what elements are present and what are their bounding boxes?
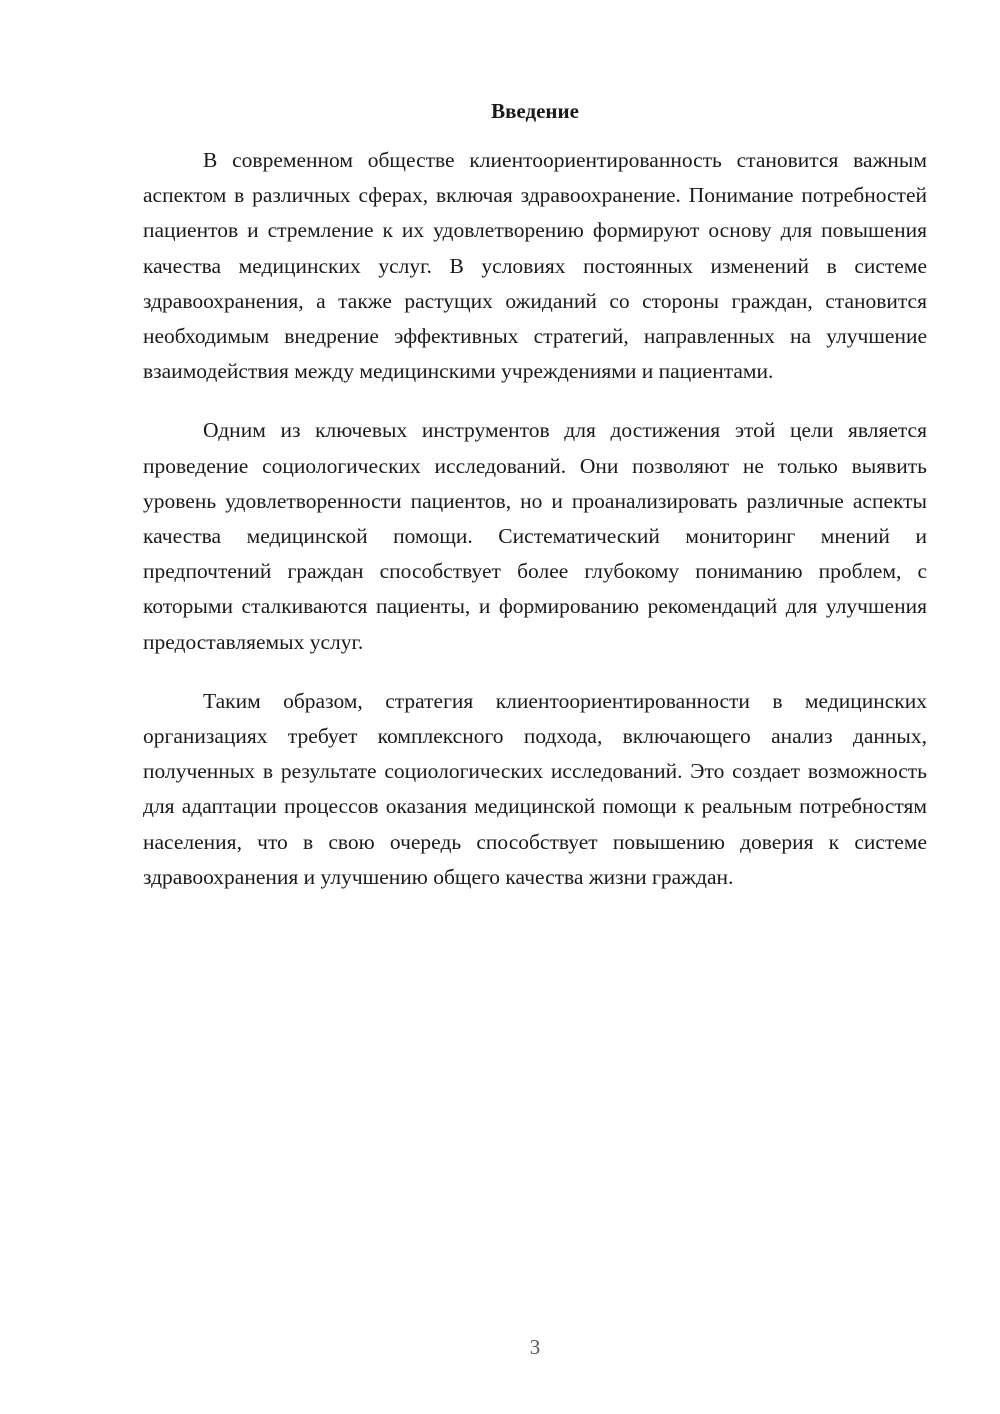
paragraph-3: Таким образом, стратегия клиентоориентированности в медицинских организациях требует комплексного подхода, включающего анализ данных, полученных в результате социологических исследований. Это создает возможность для адаптации процессов оказания медицинской помощи к реальным потребностям населения, что в свою очередь способствует повышению доверия к системе здравоохранения и улучшению общего качества жизни граждан. [143, 688, 927, 889]
page-number: 3 [529, 1335, 541, 1359]
paragraph-1: В современном обществе клиентоориентированность становится важным аспектом в различных сферах, включая здравоохранение. Понимание потребностей пациентов и стремление к их удовлетворению формируют основу для повышения качества медицинских услуг. В условиях постоянных изменений в системе здравоохранения, а также растущих ожиданий со стороны граждан, становится необходимым внедрение эффективных стратегий, направленных на улучшение взаимодействия между медицинскими учреждениями и пациентами. [143, 148, 927, 384]
body-text [143, 143, 927, 919]
page-title: Введение [491, 99, 579, 123]
paragraph-2: Одним из ключевых инструментов для достижения этой цели является проведение социологических исследований. Они позволяют не только выявить уровень удовлетворенности пациентов, но и проанализировать различные аспекты качества медицинской помощи. Систематический мониторинг мнений и предпочтений граждан способствует более глубокому пониманию проблем, с которыми сталкиваются пациенты, и формированию рекомендаций для улучшения предоставляемых услуг. [143, 418, 927, 654]
